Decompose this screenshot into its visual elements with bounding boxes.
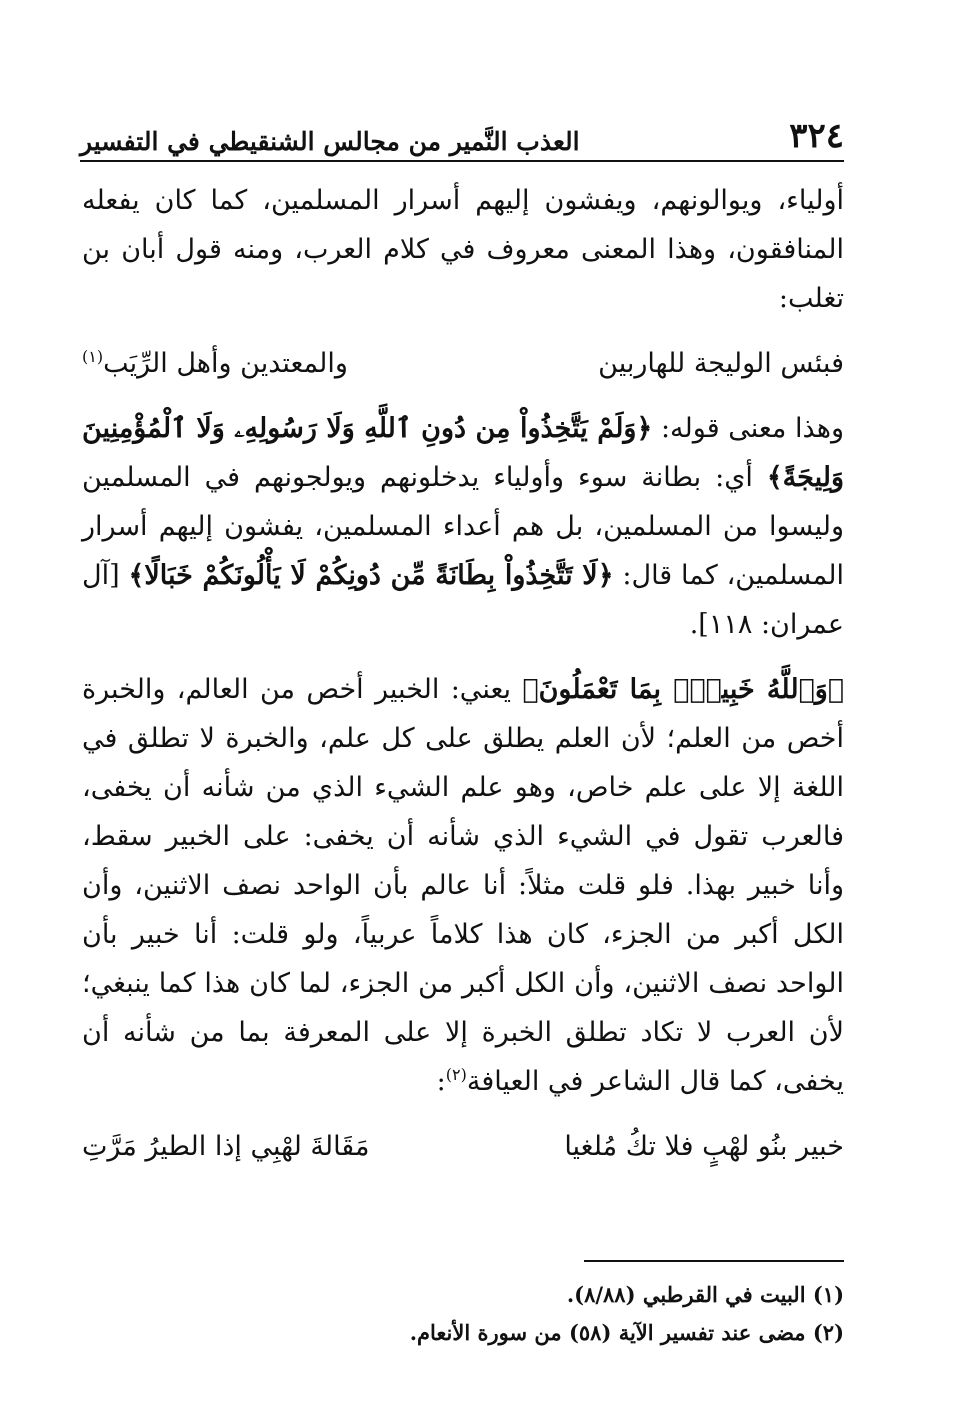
verse-2-second-hemistich: مَقَالةَ لهْبِي إذا الطيرُ مَرَّتِ xyxy=(82,1131,370,1162)
paragraph-3-body: يعني: الخبير أخص من العالم، والخبرة أخص من العلم؛ لأن العلم يطلق على كل علم، والخبرة لا تطلق في اللغة إلا على علم خاص، وهو علم الشيء الذي من شأنه أن يخفى، فالعرب تقول في الشيء الذي شأنه أن يخفى: على الخبير سقط، وأنا خبير بهذا. فلو قلت مثلاً: أنا عالم بأن الواحد نصف الاثنين، وأن الكل أكبر من الجزء، كان هذا كلاماً عربياً، ولو قلت: أنا خبير بأن الواحد نصف الاثنين، وأن الكل أكبر من الجزء، لما كان هذا كما ينبغي؛ لأن العرب لا تكاد تطلق الخبرة إلا على المعرفة بما من شأنه أن يخفى، كما قال الشاعر في العيافة xyxy=(82,674,844,1097)
page-header xyxy=(80,108,844,162)
running-title: العذب النَّمير من مجالس الشنقيطي في التفسير xyxy=(80,127,580,156)
footnotes xyxy=(82,1276,844,1352)
quran-quote-1: ﴿وَلَمْ يَتَّخِذُواْ مِن دُونِ ٱللَّهِ وَلَا رَسُولِهِۦ وَلَا ٱلْمُؤْمِنِينَ وَلِيجَةً﴾ xyxy=(82,413,844,493)
verse-1 xyxy=(82,339,844,388)
paragraph-3 xyxy=(82,665,844,1106)
paragraph-2-body: أي: بطانة سوء وأولياء يدخلونهم ويولجونهم في المسلمين وليسوا من المسلمين، بل هم أعداء المسلمين، يفشون إليهم أسرار المسلمين، كما قال: xyxy=(82,462,844,591)
page-number: ٣٢٤ xyxy=(789,116,844,156)
quran-reference: [آل عمران: ١١٨]. xyxy=(82,560,844,640)
verse-1-first-hemistich: فبئس الوليجة للهاربين xyxy=(598,348,844,379)
paragraph-2 xyxy=(82,404,844,649)
quran-quote-2: ﴿لَا تَتَّخِذُواْ بِطَانَةً مِّن دُونِكُمْ لَا يَأْلُونَكُمْ خَبَالًا﴾ xyxy=(128,560,614,591)
paragraph-3-end: : xyxy=(436,1066,446,1097)
footnote-separator xyxy=(584,1260,844,1262)
verse-1-second-hemistich xyxy=(82,339,348,388)
footnote-2: (٢) مضى عند تفسير الآية (٥٨) من سورة الأنعام. xyxy=(409,1320,844,1345)
footnote-ref-2: (٢) xyxy=(445,1065,467,1084)
quran-quote-3: ﴿وَٱللَّهُ خَبِيرٌۢ بِمَا تَعْمَلُونَ﴾ xyxy=(522,674,845,705)
verse-2-first-hemistich: خبير بنُو لهْبٍ فلا تكُ مُلغيا xyxy=(564,1131,844,1162)
verse-1-second-text: والمعتدين وأهل الرِّيَب xyxy=(103,348,348,379)
footnote-ref-1: (١) xyxy=(82,347,104,366)
footnote-1: (١) البيت في القرطبي (٨/٨٨). xyxy=(566,1282,844,1307)
verse-2 xyxy=(82,1122,844,1171)
paragraph-1: أولياء، ويوالونهم، ويفشون إليهم أسرار المسلمين، كما كان يفعله المنافقون، وهذا المعنى معروف في كلام العرب، ومنه قول أبان بن تغلب: xyxy=(82,185,844,314)
main-text xyxy=(82,176,844,1171)
paragraph-2-intro: وهذا معنى قوله: xyxy=(652,413,844,444)
